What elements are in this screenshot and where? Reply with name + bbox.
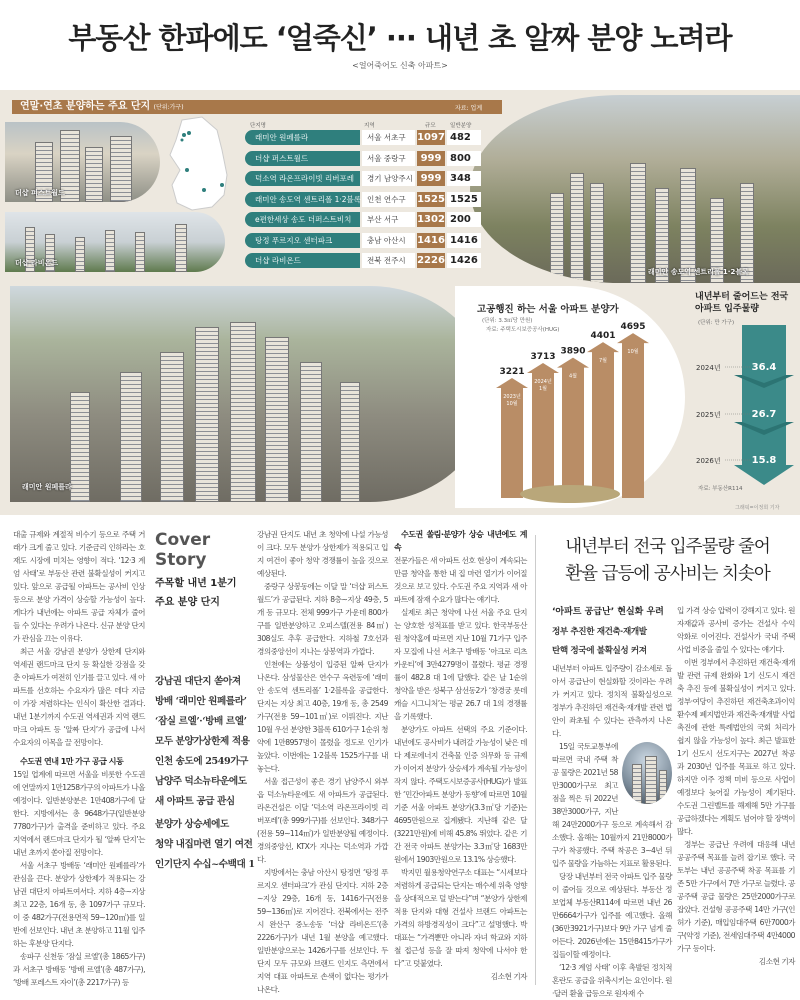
region: 부산 서구 [362,212,415,227]
table-source: 자료: 업계 [455,105,483,112]
subheading: ‘아파트 공급난’ 현실화 우려 [552,607,664,617]
highlight-line: 인기단지 수십~수백대 1 [155,859,255,870]
paragraph: 서울 서초구 방배동 ‘래미안 원페를라’가 관심을 끈다. 분양가 상한제가 적용되는 강남권 대단지 아파트여서다. 지하 4층~지상 최고 22층, 16개 동, 총 1097가구 규모다. 이 중 482가구(전용면적 59~120㎡)를 일반에 선보인다. 내년 초 분양하고 11월 입주하는 후분양 단지다. [13,861,145,948]
headline-line: 내년부터 전국 입주물량 줄어 [565,537,770,557]
complex-name: 래미안 송도역 센트리폴 1·2블록 [245,192,360,207]
general-supply: 1416 [447,233,481,248]
chart-unit: (단위: 3.3㎡당 만원) [482,318,533,324]
paragraph: 인천에는 상품성이 입증된 알짜 단지가 나온다. 삼성물산은 연수구 옥련동에 ‘래미안 송도역 센트리폴’ 1·2블록을 공급한다. 단지는 지상 최고 40층, 19개 동, 총 2549가구(전용 59~101㎡)로 이뤄진다. 지난 10월 우선 분양한 3블록 610가구 1순위 청약에 1만8957명이 몰렸을 정도로 인기가 높았다. 이번에는 1·2블록 1525가구를 내놓는다. [257,660,388,773]
column-header: 지역 [364,123,375,129]
page-title: 부동산 한파에도 ‘얼죽신’ ··· 내년 초 알짜 분양 노려라 [68,21,732,55]
article-column-3 [257,528,388,996]
value-label: 26.7 [751,409,777,420]
paragraph: 입 가격 상승 압력이 강해지고 있다. 원자재값과 공사비 증가는 건설사 수익 악화로 이어진다. 건설사가 국내 주택 사업 비중을 줄일 수 있다는 얘기다. [677,606,795,654]
paragraph: ‘12·3 계엄 사태’ 이후 촉발된 정치적 혼란도 공급을 위축시키는 요인이다. 원·달러 환율 급등으로 원자재 수 [552,963,672,998]
photo-caption: 래미안 송도역 센트리폴 1·2블록 [648,268,749,276]
korea-map-icon [162,115,232,215]
chart-title: 고공행진 하는 서울 아파트 분양가 [477,304,619,315]
subheading: 탄핵 정국에 불확실성 커져 [552,646,647,656]
paragraph: 강남권 단지도 내년 초 청약에 나설 가능성이 크다. 모두 분양가 상한제가 적용되고 입지 여건이 좋아 청약 경쟁률이 높을 것으로 예상된다. [257,530,388,578]
paragraph: 당장 내년부터 전국 아파트 입주 물량이 줄어들 것으로 예상된다. 부동산 정보업체 부동산R114에 따르면 내년 26만6664가구가 입주를 예고했다. 올해(36만3921가구)보다 9만 가구 넘게 줄어든다. 2026년에는 15만8415가구가 집들이할 예정이다. [552,872,672,959]
complex-name: e편한세상 송도 더퍼스트비치 [245,212,360,227]
chart-source: 자료: 부동산R114 [698,486,743,492]
subheading: 수도권 연내 1만 가구 공급 시동 [20,757,124,766]
sidebar-title: 주목할 내년 1분기 [155,578,237,589]
paragraph: 서울 접근성이 좋은 경기 남양주시 와부읍 덕소뉴타운에도 새 아파트가 공급된다. 라온건설은 이달 ‘덕소역 라온프라이빗 리버포레’(총 999가구)를 선보인다. 348가구(전용 59~114㎡)가 일반분양될 예정이다. 경의중앙선, KTX가 지나는 덕소역과 가깝다. [257,777,388,864]
subheading: 정부 추진한 재건축·재개발 [552,627,647,637]
scale: 2226 [417,255,445,266]
highlight-line: 모두 분양가상한제 적용 [155,736,250,747]
table-title: 연말·연초 분양하는 주요 단지 [20,101,151,112]
paragraph: 15일 국토교통부에 따르면 국내 주택 착공 물량은 2021년 58만3000가구로 최고점을 찍은 뒤 2022년 38만3000가구, 지난해 24만2000가구 등으로 계속해서 감소했다. 올해는 10월까지 21만8000가구가 착공했다. 주택 착공은 3~4년 뒤 입주 물량을 가늠하는 지표로 활용된다. [552,742,672,868]
article-column-1 [13,528,145,989]
value-label: 36.4 [751,362,777,373]
page-subtitle: <얼어죽어도 신축 아파트> [352,61,448,70]
complex-name: 탕정 푸르지오 센터파크 [245,233,360,248]
article2-column-2 [677,604,795,968]
photo-first-world [5,122,160,202]
general-supply: 482 [447,130,481,145]
year-label: 2025년 [696,411,721,419]
complex-name: 덕소역 라온프라이빗 리버포레 [245,171,360,186]
byline: 김소현 기자 [490,972,527,981]
category-label: 10월 [627,349,639,356]
photo-songdo [470,95,800,283]
scale: 999 [417,171,445,186]
complex-name: 더샵 라비온드 [245,253,360,268]
article-column-4 [394,528,527,983]
paragraph: 실제로 최근 청약에 나선 서울 주요 단지는 양호한 성적표를 받고 있다. 한국부동산원 청약홈에 따르면 지난 10월 71가구 입주자 모집에 나선 서초구 방배동 ‘아크로 리츠카운티’에 3만4279명이 몰렸다. 평균 경쟁률이 482.8 대 1에 달했다. 같은 날 1순위 청약을 받은 성북구 삼선동2가 ‘창경궁 롯데캐슬 시그니처’는 평균 26.7 대 1의 경쟁률을 기록했다. [394,608,527,721]
scale: 1525 [417,193,445,205]
money-pile-icon [520,485,620,503]
highlight-line: 방배 ‘래미안 원페를라’ [155,696,247,707]
paragraph: 정부는 공급난 우려에 대응해 내년 공공주택 목표를 늘려 잡기로 했다. 국토부는 내년 공공주택 착공 목표를 기존 5만 가구에서 7만 가구로 늘렸다. 공공주택 공급 물량은 25만2000가구로 잡았다. 건설형 공공주택 14만 가구(인허가 기준), 매입임대주택 6만7000가구(약정 기준), 전세임대주택 4만4000가구 등이다. [677,840,795,953]
table-unit: (단위:가구) [153,104,184,111]
supply-chart-title: 내년부터 줄어드는 전국 아파트 입주물량 [695,292,789,314]
paragraph: 송파구 신천동 ‘잠실 르엘’(총 1865가구)과 서초구 방배동 ‘방배 르엘’(총 487가구), ‘방배 포레스트 자이’(총 2217가구) 등 [13,952,145,987]
chart-unit: (단위: 만 가구) [698,320,735,326]
complex-name: 더샵 퍼스트월드 [245,151,360,166]
year-label: 2024년 [696,364,721,372]
category-label: 2023년 [503,394,521,401]
category-label: 4월 [568,373,578,380]
paragraph: 내년부터 아파트 입주량이 감소세로 돌아서 공급난이 현실화할 것이라는 우려가 커지고 있다. 정치적 불확실성으로 정부가 추진하던 재건축·재개발 관련 법안이 좌초될 수 있다는 관측까지 나온다. [552,664,672,738]
region: 서울 서초구 [362,130,415,145]
price-bar [587,342,619,498]
photo-one-perla [10,286,490,502]
paragraph: 분양가도 아파트 선택의 주요 기준이다. 내년에도 공사비가 내려갈 가능성이 낮은 데다 제로에너지 건축물 인증 의무화 등 규제가 이어져 분양가 상승세가 계속될 가능성이 작지 않다. 주택도시보증공사(HUG)가 발표한 ‘민간아파트 분양가 동향’에 따르면 10월 기준 서울 아파트 분양가(3.3㎡당 기준)는 4695만원으로 집계됐다. 지난해 같은 달(3221만원)에 비해 45.8% 뛰었다. 같은 기간 전국 아파트 분양가는 3.3㎡당 1683만원에서 1903만원으로 13.1% 상승했다. [394,725,527,864]
cover-story-sidebar [155,530,250,612]
highlight-line: 강남권 대단지 쏟아져 [155,676,241,687]
scale: 1416 [417,234,445,246]
article2-headline [540,534,795,588]
highlight-3 [155,815,255,875]
highlight-line: 남양주 덕소뉴타운에도 [155,776,247,787]
table-title-bar [12,100,502,114]
photo-caption: 래미안 원페를라 [22,483,72,491]
general-supply: 1525 [447,192,481,207]
paragraph: 15일 업계에 따르면 서울을 비롯한 수도권에 연말까지 1만1258가구의 아파트가 나올 예정이다. 일반분양분은 1만408가구에 달한다. 지방에서는 총 9648가구(일반분양 7780가구)가 출격을 준비하고 있다. 주요 지역에서 랜드마크 단지가 될 ‘알짜 단지’는 내년 초까지 쏟아질 전망이다. [13,770,145,857]
value-label: 3890 [560,346,586,357]
column-header: 단지명 [250,123,266,129]
column-divider [535,535,536,985]
sidebar-title: 주요 분양 단지 [155,597,220,608]
scale: 1302 [417,214,445,225]
scale: 999 [417,151,445,166]
general-supply: 200 [447,212,481,227]
general-supply: 348 [447,171,481,186]
general-supply: 800 [447,151,481,166]
year-label: 2026년 [696,457,721,465]
highlight-line: 청약 내집마련 열기 여전 [155,839,253,850]
photo-labiond [5,212,225,272]
value-label: 4401 [590,331,616,342]
category-label: 10월 [506,401,518,408]
price-bar [617,333,649,498]
paragraph: 박지민 월용청약연구소 대표는 “시세보다 저렴하게 공급되는 단지는 매수세 위축 영향을 상대적으로 덜 받는다”며 “분양가 상한제 적용 단지와 대형 건설사 브랜드 아파트는 가격의 하방경직성이 크다”고 설명했다. 박 대표는 “가격뿐만 아니라 자녀 학교와 지하철 접근성 등을 잘 따져 청약에 나서야 한다”고 덧붙였다. [394,868,527,968]
category-label: 1월 [538,386,548,393]
region: 충남 아산시 [362,233,415,248]
paragraph: 전문가들은 새 아파트 선호 현상이 계속되는 만큼 청약을 통한 내 집 마련 열기가 이어질 것으로 보고 있다. 수도권 주요 지역과 새 아파트에 잠재 수요가 많다는 얘기다. [394,556,527,604]
region: 경기 남양주시 [362,171,415,186]
photo-caption: 더샵 퍼스트월드 [15,189,65,197]
headline-line: 환율 급등에 공사비는 치솟아 [565,564,770,584]
apartment-circle-photo [622,742,672,804]
supply-chart [670,325,800,490]
article2-subheads [552,604,672,661]
highlight-2 [155,752,255,812]
paragraph: 최근 서울 강남권 분양가 상한제 단지와 역세권 랜드마크 단지 등 확실한 강점을 갖춘 아파트가 여전히 인기를 끌고 있다. 새 아파트를 선호하는 수요자가 많은 데다 지금이 가장 저렴하다는 인식이 확산한 결과다. 내년 1분기까지 수도권 역세권과 지역 랜드마크 아파트 등 ‘알짜 단지’가 공급에 나서 수요자의 이목을 끌 전망이다. [13,647,145,747]
highlight-line: 새 아파트 공급 관심 [155,796,235,807]
category-label: 7월 [598,358,608,365]
column-header: 일반분양 [450,123,472,129]
region: 서울 중랑구 [362,151,415,166]
photo-caption: 더샵 라비온드 [15,259,59,267]
paragraph: 이번 정부에서 추진하던 재건축·재개발 관련 규제 완화와 1기 신도시 재건축 추진 등에 불확실성이 커지고 있다. 정부·여당이 추진하던 재건축초과이익 환수제 폐지법안과 재건축·재개발 사업 촉진에 관한 특례법안의 국회 처리가 쉽지 않을 가능성이 높다. 최근 발표한 1기 신도시 선도지구는 2027년 착공과 2030년 입주를 목표로 하고 있다. 하지만 이주 정책 미비 등으로 사업이 예정보다 늦어질 가능성이 제기된다. 수도권 그린벨트를 해제해 5만 가구를 공급하겠다는 계획도 넘어야 할 장벽이 많다. [677,658,795,836]
value-label: 15.8 [751,455,777,466]
complex-name: 래미안 원페를라 [245,130,360,145]
highlight-line: 인천 송도에 2549가구 [155,756,249,767]
region: 인천 연수구 [362,192,415,207]
region: 전북 전주시 [362,253,415,268]
infographic [0,90,800,515]
paragraph: 대출 규제와 계절적 비수기 등으로 주택 거래가 크게 줄고 있다. 기준금리 인하라는 호재도 시장에 미치는 영향이 적다. ‘12·3 계엄 사태’로 부동산 관련 불확실성이 커지고 있다. 앞으로 공급될 아파트는 공사비 인상 등으로 분양 가격이 상승할 가능성이 높다. 게다가 내년에는 아파트 공급 자체가 줄어들 수 있다는 우려가 나온다. 신규 분양 단지가 관심을 끄는 이유다. [13,530,145,643]
highlight-line: 분양가 상승세에도 [155,819,229,830]
general-supply: 1426 [447,253,481,268]
byline: 김소현 기자 [758,957,795,966]
value-label: 4695 [620,322,646,333]
highlight-line: ‘잠실 르엘’·‘방배 르엘’ [155,716,247,727]
article2-column-1 [552,662,672,1000]
paragraph: 지방에서는 충남 아산시 탕정면 ‘탕정 푸르지오 센터파크’가 관심 단지다. 지하 2층~지상 29층, 16개 동, 1416가구(전용 59~136㎡)로 지어진다. 전북에서는 전주시 완산구 중노송동 ‘더샵 라비온드’(총 2226가구)가 내년 1월 분양을 예고했다. 일반분양으로는 1426가구를 선보인다. 두 단지 모두 규모와 브랜드 인지도 측면에서 지역 대표 아파트로 손색이 없다는 평가가 나온다. [257,868,388,994]
graphic-credit: 그래픽=이정희 기자 [735,505,780,511]
column-header: 규모 [425,123,436,129]
subheading: 수도권 쏠림·분양가 상승 내년에도 계속 [394,530,527,552]
category-label: 2024년 [534,379,552,386]
cover-story-label: Cover Story [155,530,211,570]
chart-source: 자료: 주택도시보증공사(HUG) [486,327,560,333]
paragraph: 중랑구 상봉동에는 이달 말 ‘더샵 퍼스트월드’가 공급된다. 지하 8층~지상 49층, 5개 동 규모다. 전체 999가구 가운데 800가구를 일반분양하고 오피스텔(전용 84㎡) 308실도 추후 공급한다. 지하철 7호선과 경의중앙선이 지나는 상봉역과 가깝다. [257,582,388,656]
value-label: 3221 [499,367,525,378]
highlight-1 [155,672,255,752]
scale: 1097 [417,132,445,143]
price-chart [470,286,680,506]
value-label: 3713 [530,352,556,363]
